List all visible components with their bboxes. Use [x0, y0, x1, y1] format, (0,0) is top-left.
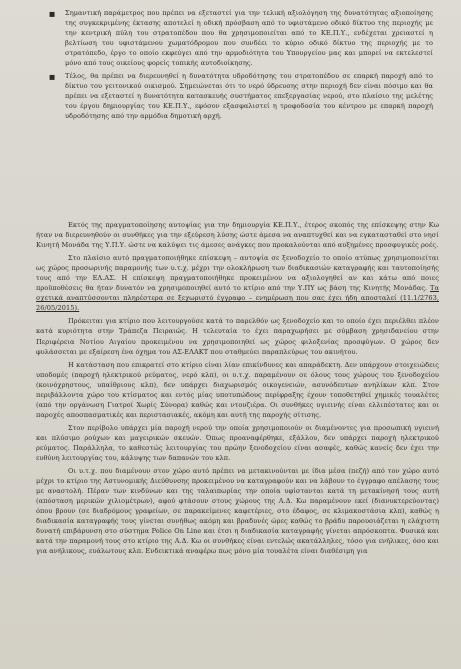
paragraph-building-status: Πρόκειται για κτίριο που λειτουργούσε κατά το παρελθόν ως ξενοδοχείο και το οποίο έχει περιέλθει πλέον κατά κυριότητα στην Τράπεζα Πειραιώς. Η τελευταία το έχει παραχωρήσει με σύμβαση χρησιδανείου στην Περιφέρεια Νοτίου Αιγαίου προκειμένου να χρησιμοποιηθεί ως χώρος φιλοξενίας προσφύγων. Ο χώρος δεν φυλάσσεται με εξαίρεση ένα όχημα του ΑΣ-ΕΛΑΚΤ που σταθμεύει παραπλεύρως του ακινήτου. [36, 317, 439, 356]
paragraph-mobile-unit-purpose: Εκτός της πραγματοποίησης αυτοψίας για την δημιουργία ΚΕ.Π.Υ., έτερος σκοπός της επίσκεψης στην Κω ήταν να διερευνηθούν οι συνθήκες για την εξεύρεση λύσης ώστε άμεσα να αναπτυχθεί και να εγκατασταθεί στο νησί Κινητή Μονάδα της Υ.Π.Υ. ώστε να καλύψει τις άμεσες ανάγκες που προκαλούνται από αυξημένες προσφυγικές ροές. [36, 221, 439, 250]
paragraph-conditions: Η κατάσταση που επικρατεί στο κτίριο είναι λίαν επικίνδυνες και απαράδεκτη. Δεν υπάρχουν στοιχειώδεις υποδομές (παροχή ηλεκτρικού ρεύματος, νερό κλπ), οι υ.τ.χ. παραμένουν σε όλους τους χώρους του ξενοδοχείου (κοινόχρηστους, υπαίθριους κλπ), δεν υπάρχει διαχωρισμός οικογενειών, ασυνόδευτων ανηλίκων κλπ. Στον περιβάλλοντα χώρο του κτίσματος και εντός μίας υποτυπώδους περίφραξης έχουν τοποθετηθεί χημικές τουαλέτες (από την οργάνωση Γιατροί Χωρίς Σύνορα) καθώς και ντουζιέρα. Οι συνθήκες υγιεινής είναι ελλιπέστατες και οι παροχές αποσπασματικές και περιστασιακές, ακόμη και αυτή της παροχής σίτισης. [36, 360, 439, 419]
square-bullet-icon: ■ [49, 10, 56, 18]
bullet-text: Σημαντική παράμετρος που πρέπει να εξεταστεί για την τελική αξιολόγηση της δυνατότητας αξιοποίησης της συγκεκριμένης έκτασης αποτελεί η οδική πρόσβαση από το υφιστάμενο οδικό δίκτυο της περιοχής με την κεντρική πύλη του στρατοπέδου που θα χρησιμοποιείται από το ΚΕ.Π.Υ., ενδέχεται χρειαστεί η βελτίωση του υφιστάμενου χωματόδρομου που συνδέει το κύριο οδικό δίκτυο της περιοχής με το στρατόπεδο, έργο το οποίο εκφεύγει από την αρμοδιότητα του Υπουργείου μας και μπορεί να εκτελεστεί μόνο από τους οικείους φορείς τοπικής αυτοδιοίκησης. [65, 9, 433, 68]
document-body [36, 220, 439, 558]
paragraph-water-supply: Στον περίβολο υπάρχει μία παροχή νερού την οποία χρησιμοποιούν οι διαμένοντες για προσωπική υγιεινή και πλύσιμο ρούχων και μαγειρικών σκευών. Όπως προαναφέρθηκε, εξάλλου, δεν υπάρχει παροχή ηλεκτρικού ρεύματος. Παράλληλα, το καθεστώς λειτουργίας του πρώην ξενοδοχείου είναι ασαφές, καθώς κανείς δεν έχει την ευθύνη λειτουργίας του, κάλυψης των δαπανών του κλπ. [36, 423, 439, 463]
underlined-reference: Τα σχετικά αναπτύσσονται πληρέστερα σε ξεχωριστό έγγραφο – ενημέρωση που σας έχει ήδη αποσταλεί (11.1/2763, 26/05/2015). [36, 284, 439, 313]
square-bullet-icon: ■ [49, 73, 56, 82]
bullet-item [48, 71, 433, 121]
paragraph-hotel-inspection [36, 253, 439, 313]
bullet-list [48, 8, 433, 125]
bullet-item [48, 8, 433, 68]
bullet-text: Τέλος, θα πρέπει να διερευνηθεί η δυνατότητα υδροδότησης του στρατοπέδου σε επαρκή παροχή από το δίκτυο του γειτονικού οικισμού. Σημειώνεται ότι το νερό ύδρευσης στην περιοχή δεν είναι πόσιμο και θα πρέπει να εξεταστεί η δυνατότητα κατασκευής συστήματος επεξεργασίας νερού, στο πλαίσιο της μελέτης του έργου δημιουργίας του ΚΕ.Π.Υ., εφόσον εξασφαλιστεί η τροφοδοσία του κέντρου με επαρκή παροχή υδροδότησης από την αρμόδια δημοτική αρχή. [65, 72, 433, 121]
paragraph-transport: Οι υ.τ.χ. που διαμένουν στον χώρο αυτό πρέπει να μετακινούνται με ίδια μέσα (πεζή) από τον χώρο αυτό μέχρι το κτίριο της Αστυνομικής Διεύθυνσης προκειμένου να καταγραφούν και να λάβουν το έγγραφο απέλασης τους με αναστολή. Πέραν των κινδύνων και της ταλαιπωρίας την οποία υφίστανται κατά τη μετακίνησή τους αυτή (απόσταση μερικών χιλιομέτρων), αφού φτάσουν στους χώρους της Α.Δ. Κω παραμένουν εκεί (διανυκτερεύοντας) όπου βρουν (σε διαδρόμους γραφείων, σε παρακείμενες καφετέριες, στο έδαφος, σε κλιμακοστάσια κλπ), καθώς η διαδικασία καταγραφής τους γίνεται συνήθως ακόμη και βραδυνές ώρες καθώς το βράδυ παρουσιάζεται η ελάχιστη δυνατή επιβάρυνση στο σύστημα Police On Line και έτσι η διαδικασία καταγραφής γίνεται απρόσκοπτα. Φυσικά και κατά την παραμονή τους στο κτίριο της Α.Δ. Κω οι συνθήκες είναι εντελώς ακατάλληλες, τόσο για ενήλικες, όσο και για ανήλικους, ευάλωτους κλπ. Ενδεικτικά αναφέρω πως μόνο μία τουαλέτα είναι διαθέσιμη για [36, 467, 439, 556]
paragraph-text: Στο πλαίσιο αυτό πραγματοποιήθηκε επίσκεψη – αυτοψία σε ξενοδοχείο το οποίο ατύπως χρησιμοποιείται ως χώρος προσωρινής παραμονής των υ.τ.χ. μέχρι την ολοκλήρωση των διαδικασιών καταγραφής και ταυτοποίησής τους από την ΕΛ.ΑΣ. Η επίσκεψη πραγματοποιήθηκε προκειμένου να αξιολογηθεί αν και κάτω από ποιες προϋποθέσεις θα ήταν δυνατόν να χρησιμοποιηθεί αυτό το κτίριο από την Υ.ΠΥ ως βάση της Κινητής Μονάδας. [36, 254, 439, 293]
